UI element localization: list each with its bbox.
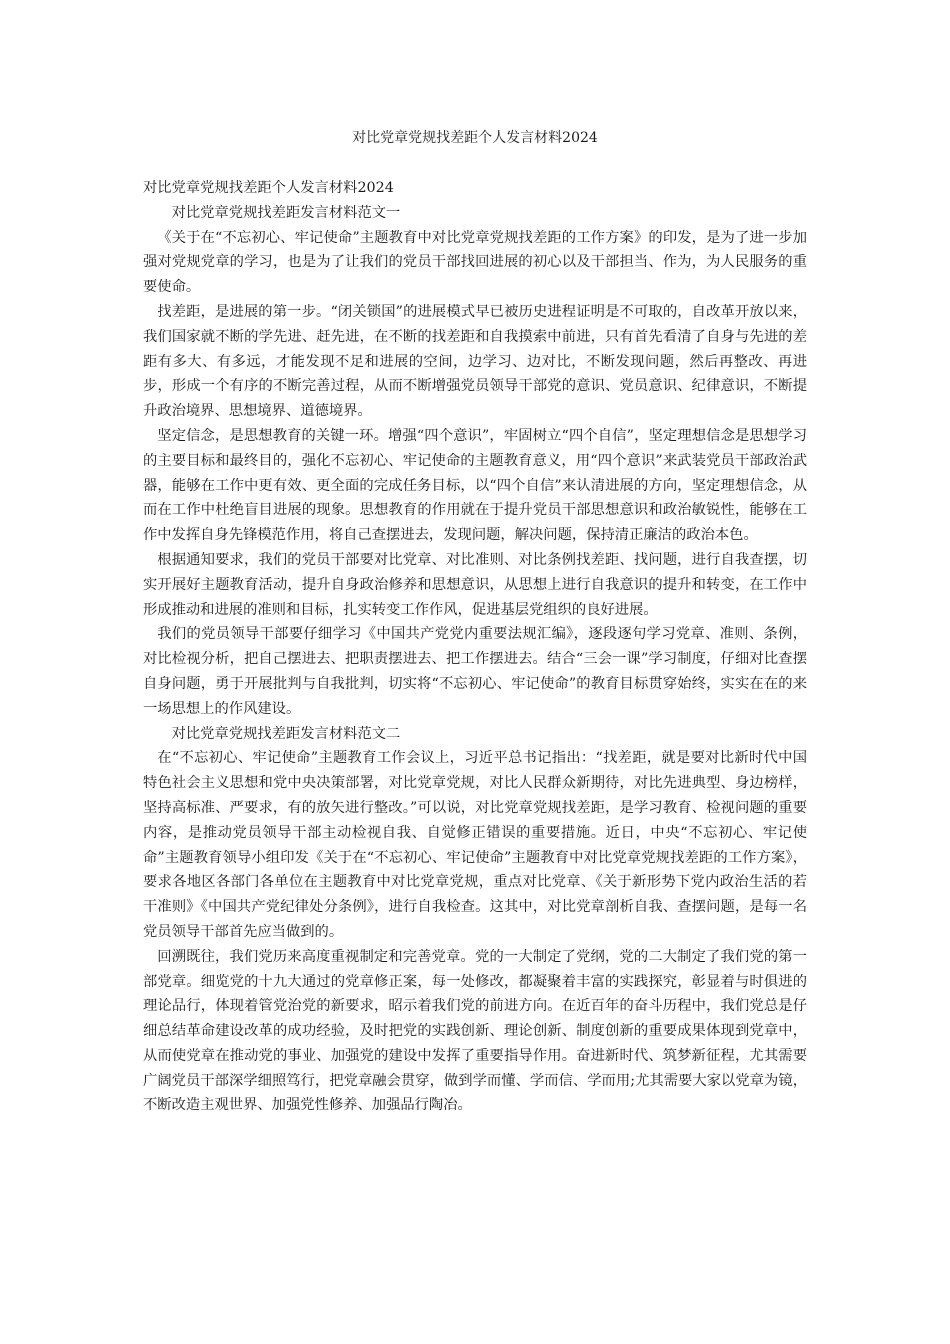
section-1-paragraph: 《关于在“不忘初心、牢记使命”主题教育中对比党章党规找差距的工作方案》的印发，是为了进一步加强对党规党章的学习，也是为了让我们的党员干部找回进展的初心以及干部担当、作为，为人民服务的重要使命。 [143, 229, 807, 296]
section-1-paragraph: 找差距，是进展的第一步。“闭关锁国”的进展模式早已被历史进程证明是不可取的，自改革开放以来，我们国家就不断的学先进、赶先进，在不断的找差距和自我摸索中前进，只有首先看清了自身与先进的差距有多大、有多远，才能发现不足和进展的空间，边学习、边对比，不断发现问题，然后再整改、再进步，形成一个有序的不断完善过程，从而不断增强党员领导干部党的意识、党员意识、纪律意识，不断提升政治境界、思想境界、道德境界。 [143, 303, 807, 420]
section-2-title: 对比党章党规找差距发言材料范文二 [171, 725, 401, 742]
document-heading: 对比党章党规找差距个人发言材料2024 [143, 180, 394, 196]
section-2-paragraph: 回溯既往，我们党历来高度重视制定和完善党章。党的一大制定了党纲，党的二大制定了我们党的第一部党章。细览党的十九大通过的党章修正案，每一处修改，都凝聚着丰富的实践探究，彰显着与时俱进的理论品行，体现着管党治党的新要求，昭示着我们党的前进方向。在近百年的奋斗历程中，我们党总是仔细总结革命建设改革的成功经验，及时把党的实践创新、理论创新、制度创新的重要成果体现到党章中，从而使党章在推动党的事业、加强党的建设中发挥了重要指导作用。奋进新时代、筑梦新征程，尤其需要广阔党员干部深学细照笃行，把党章融会贯穿，做到学而懂、学而信、学而用;尤其需要大家以党章为镜，不断改造主观世界、加强党性修养、加强品行陶冶。 [143, 948, 807, 1114]
document-body [143, 176, 807, 1118]
document-title: 对比党章党规找差距个人发言材料2024 [352, 130, 598, 146]
section-1-title: 对比党章党规找差距发言材料范文一 [171, 204, 401, 221]
section-1-paragraph: 根据通知要求，我们的党员干部要对比党章、对比准则、对比条例找差距、找问题，进行自我查摆，切实开展好主题教育活动，提升自身政治修养和思想意识，从思想上进行自我意识的提升和转变，在工作中形成推动和进展的准则和目标，扎实转变工作作风，促进基层党组织的良好进展。 [143, 551, 807, 618]
section-1-paragraph: 我们的党员领导干部要仔细学习《中国共产党党内重要法规汇编》，逐段逐句学习党章、准则、条例，对比检视分析，把自己摆进去、把职责摆进去、把工作摆进去。结合“三会一课”学习制度，仔细对比查摆自身问题，勇于开展批判与自我批判，切实将“不忘初心、牢记使命”的教育目标贯穿始终，实实在在的来一场思想上的作风建设。 [143, 626, 807, 717]
section-2-paragraph: 在“不忘初心、牢记使命”主题教育工作会议上，习近平总书记指出：“找差距，就是要对比新时代中国特色社会主义思想和党中央决策部署，对比党章党规，对比人民群众新期待，对比先进典型、身边榜样，坚持高标准、严要求，有的放矢进行整改。”可以说，对比党章党规找差距，是学习教育、检视问题的重要内容，是推动党员领导干部主动检视自我、自觉修正错误的重要措施。近日，中央“不忘初心、牢记使命”主题教育领导小组印发《关于在“不忘初心、牢记使命”主题教育中对比党章党规找差距的工作方案》，要求各地区各部门各单位在主题教育中对比党章党规，重点对比党章、《关于新形势下党内政治生活的若干准则》《中国共产党纪律处分条例》，进行自我检查。这其中，对比党章剖析自我、查摆问题，是每一名党员领导干部首先应当做到的。 [143, 750, 807, 940]
section-1-paragraph: 坚定信念，是思想教育的关键一环。增强“四个意识”，牢固树立“四个自信”，坚定理想信念是思想学习的主要目标和最终目的，强化不忘初心、牢记使命的主题教育意义，用“四个意识”来武装党员干部政治武器，能够在工作中更有效、更全面的完成任务目标，以“四个自信”来认清进展的方向，坚定理想信念，从而在工作中杜绝盲目进展的现象。思想教育的作用就在于提升党员干部思想意识和政治敏锐性，能够在工作中发挥自身先锋模范作用，将自己查摆进去，发现问题，解决问题，保持清正廉洁的政治本色。 [143, 427, 807, 544]
